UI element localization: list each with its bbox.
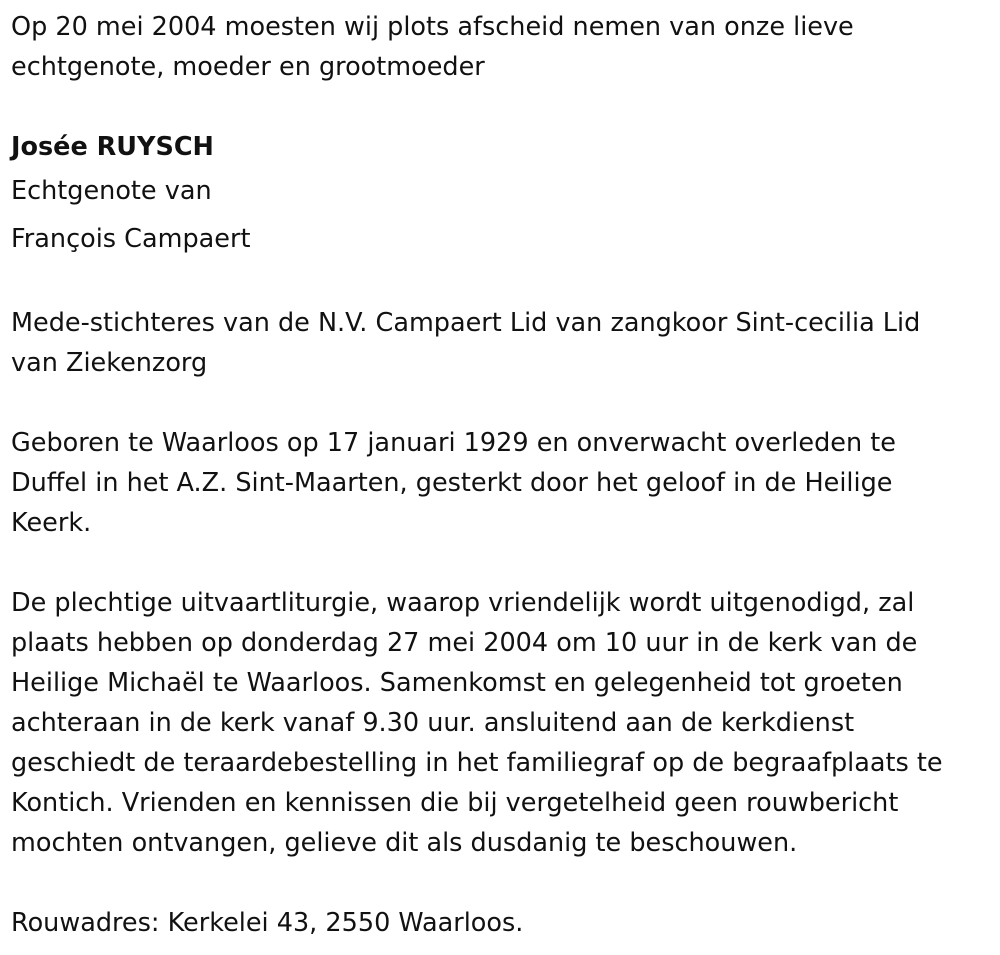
funeral-line: mochten ontvangen, gelieve dit als dusdanig te beschouwen.	[11, 828, 798, 858]
spouse-name: François Campaert	[11, 224, 251, 254]
birth-death-line: Geboren te Waarloos op 17 januari 1929 en onverwacht overleden te	[11, 428, 896, 458]
intro-line: echtgenote, moeder en grootmoeder	[11, 52, 485, 82]
obituary-document	[11, 7, 996, 943]
funeral-line: plaats hebben op donderdag 27 mei 2004 om 10 uur in de kerk van de	[11, 628, 918, 658]
birth-death-line: Duffel in het A.Z. Sint-Maarten, gesterkt door het geloof in de Heilige	[11, 468, 893, 498]
spacer	[11, 87, 996, 127]
roles-paragraph	[11, 303, 996, 383]
intro-paragraph	[11, 7, 996, 87]
spacer	[11, 863, 996, 903]
intro-line: Op 20 mei 2004 moesten wij plots afscheid nemen van onze lieve	[11, 12, 854, 42]
birth-death-line: Keerk.	[11, 508, 92, 538]
deceased-name: Josée RUYSCH	[11, 132, 214, 162]
spacer	[11, 383, 996, 423]
funeral-line: achteraan in de kerk vanaf 9.30 uur. ansluitend aan de kerkdienst	[11, 708, 855, 738]
spacer	[11, 263, 996, 303]
birth-death-paragraph	[11, 423, 996, 543]
roles-line: van Ziekenzorg	[11, 348, 208, 378]
funeral-paragraph	[11, 583, 996, 863]
funeral-line: Kontich. Vrienden en kennissen die bij vergetelheid geen rouwbericht	[11, 788, 899, 818]
roles-line: Mede-stichteres van de N.V. Campaert Lid van zangkoor Sint-cecilia Lid	[11, 308, 921, 338]
funeral-line: geschiedt de teraardebestelling in het familiegraf op de begraafplaats te	[11, 748, 943, 778]
funeral-line: Heilige Michaël te Waarloos. Samenkomst en gelegenheid tot groeten	[11, 668, 903, 698]
spouse-label: Echtgenote van	[11, 176, 212, 206]
spacer	[11, 543, 996, 583]
address-line: Rouwadres: Kerkelei 43, 2550 Waarloos.	[11, 908, 524, 938]
funeral-line: De plechtige uitvaartliturgie, waarop vriendelijk wordt uitgenodigd, zal	[11, 588, 915, 618]
